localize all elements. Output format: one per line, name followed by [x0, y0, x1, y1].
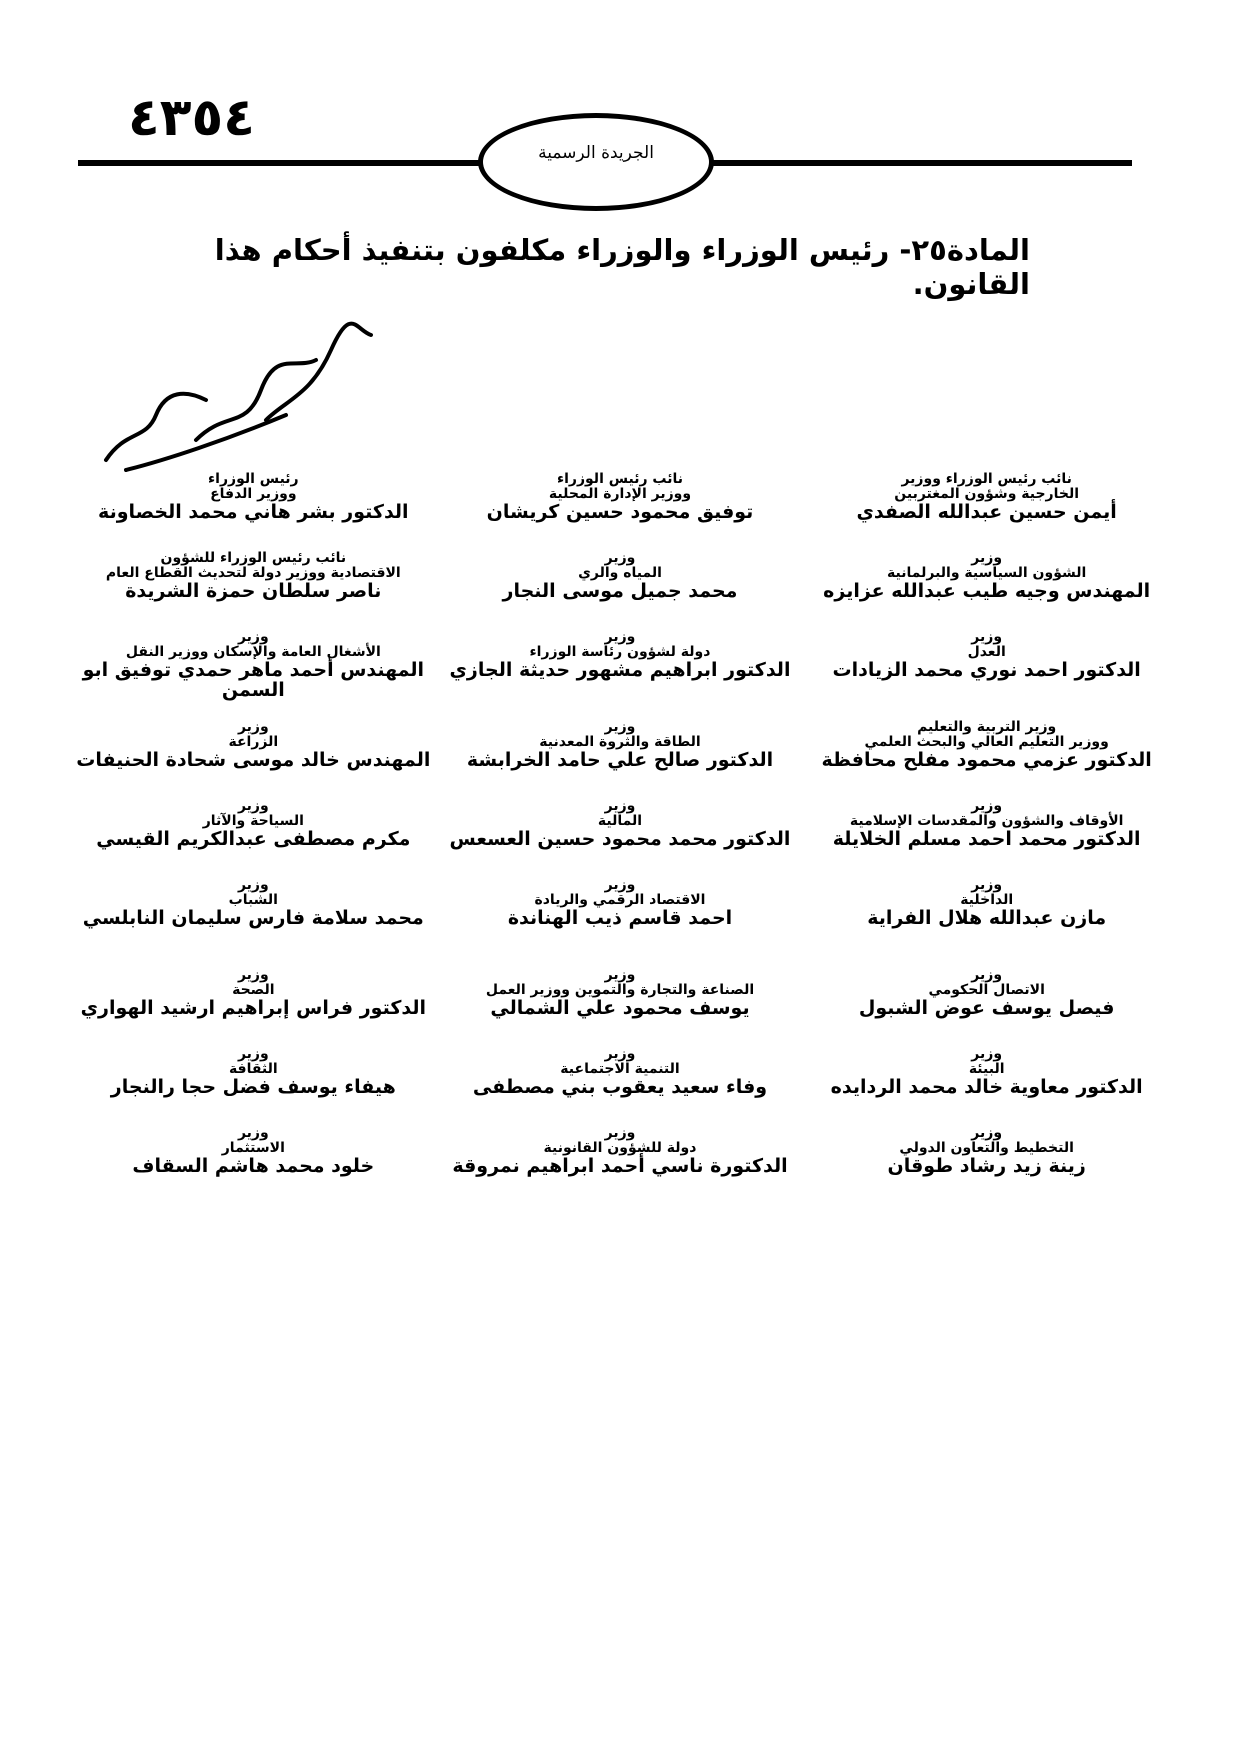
signatory-cell [803, 630, 1170, 720]
signatory-cell [803, 878, 1170, 968]
signatory-title: وزير [604, 967, 636, 983]
signatory-title: وزير [237, 1046, 269, 1062]
signatory-title: ووزير الإدارة المحلية [548, 485, 692, 502]
gazette-oval [478, 113, 714, 211]
signatory-cell [70, 799, 437, 878]
signatory-name: محمد جميل موسى النجار [502, 580, 738, 603]
signatory-row [70, 472, 1170, 551]
signatory-name: الدكتور صالح علي حامد الخرابشة [466, 749, 774, 772]
signatory-title: المياه والري [578, 564, 662, 581]
signatory-cell [437, 472, 804, 551]
signatory-name: الدكتور احمد نوري محمد الزيادات [832, 659, 1141, 682]
page-number: ٤٣٥٤ [128, 88, 255, 148]
signatory-title: وزير [971, 798, 1003, 814]
signatory-name: الدكتور معاوية خالد محمد الردايده [830, 1076, 1143, 1099]
signatory-cell [437, 1126, 804, 1205]
signatory-title: وزير [604, 877, 636, 893]
signatory-title: وزير [237, 967, 269, 983]
signatory-row [70, 720, 1170, 799]
signatory-cell [803, 1126, 1170, 1205]
signatory-cell [70, 551, 437, 630]
signatory-cell [70, 1047, 437, 1126]
signatory-cell [70, 472, 437, 551]
signatory-title: وزير [604, 719, 636, 735]
signatory-name: الدكتور فراس إبراهيم ارشيد الهواري [80, 997, 426, 1020]
signatory-title: وزير [604, 798, 636, 814]
signatory-title: الزراعة [228, 733, 279, 750]
signatory-cell [803, 551, 1170, 630]
signatory-cell [70, 630, 437, 720]
signatory-row [70, 551, 1170, 630]
signatory-cell [803, 720, 1170, 799]
signatory-title: الاقتصاد الرقمي والريادة [534, 891, 706, 908]
signatories-grid [70, 472, 1170, 1205]
signatory-title: الاتصال الحكومي [928, 981, 1045, 998]
signatory-name: مكرم مصطفى عبدالكريم القيسي [96, 828, 411, 851]
signatory-cell [803, 472, 1170, 551]
signatory-cell [803, 968, 1170, 1047]
signatory-title: وزير [971, 1125, 1003, 1141]
signatory-title: التخطيط والتعاون الدولي [899, 1139, 1074, 1156]
signatory-name: هيفاء يوسف فضل حجا رالنجار [110, 1076, 396, 1099]
signatory-name: الدكتور بشر هاني محمد الخصاونة [98, 501, 409, 524]
signatory-cell [437, 878, 804, 968]
signatory-cell [437, 968, 804, 1047]
signatory-title: رئيس الوزراء [208, 471, 299, 487]
signatory-title: العدل [967, 643, 1006, 660]
signatory-title: نائب رئيس الوزراء ووزير [901, 471, 1072, 487]
signatory-name: المهندس أحمد ماهر حمدي توفيق ابو السمن [82, 659, 425, 702]
signatory-title: الشؤون السياسية والبرلمانية [887, 564, 1087, 581]
royal-signature [86, 320, 386, 480]
signatory-title: الثقافة [228, 1060, 278, 1077]
signatory-cell [437, 799, 804, 878]
signatory-row [70, 1126, 1170, 1205]
signatory-cell [437, 720, 804, 799]
signatory-cell [437, 551, 804, 630]
signatory-name: احمد قاسم ذيب الهناندة [507, 907, 733, 930]
signatory-cell [437, 1047, 804, 1126]
signatory-title: وزير [604, 629, 636, 645]
signatory-title: وزير [604, 1046, 636, 1062]
signatory-name: زينة زيد رشاد طوقان [887, 1155, 1086, 1178]
signatory-name: وفاء سعيد يعقوب بني مصطفى [472, 1076, 768, 1099]
signatory-title: ووزير التعليم العالي والبحث العلمي [864, 733, 1109, 750]
signatory-title: المالية [597, 812, 643, 829]
signatory-title: وزير [971, 1046, 1003, 1062]
signatory-title: وزير [237, 629, 269, 645]
signatory-title: وزير [971, 550, 1003, 566]
signatory-title: وزير [237, 1125, 269, 1141]
signatory-title: الأشغال العامة والإسكان ووزير النقل [125, 643, 381, 660]
signatory-name: الدكتور ابراهيم مشهور حديثة الجازي [449, 659, 791, 682]
signatory-title: السياحة والآثار [202, 812, 304, 829]
signatory-title: نائب رئيس الوزراء [556, 471, 684, 487]
signature-stroke [266, 324, 371, 420]
signatory-title: وزير [604, 1125, 636, 1141]
signatory-title: وزير [237, 798, 269, 814]
signatory-row [70, 878, 1170, 968]
signatory-name: مازن عبدالله هلال الفراية [867, 907, 1107, 930]
signatory-cell [803, 799, 1170, 878]
signatory-name: المهندس خالد موسى شحادة الحنيفات [76, 749, 431, 772]
signatory-title: الخارجية وشؤون المغتربين [894, 485, 1080, 502]
signatory-row [70, 799, 1170, 878]
signature-strokes [106, 324, 371, 470]
signatory-name: الدكتورة ناسي أحمد ابراهيم نمروقة [452, 1155, 788, 1178]
signatory-title: وزير [604, 550, 636, 566]
signatory-title: دولة لشؤون رئاسة الوزراء [529, 643, 711, 660]
signatory-title: وزير [237, 877, 269, 893]
signatory-name: فيصل يوسف عوض الشبول [858, 997, 1115, 1020]
signatory-cell [70, 720, 437, 799]
signatory-title: ووزير الدفاع [210, 485, 297, 502]
signatory-name: توفيق محمود حسين كريشان [486, 501, 754, 524]
signatory-cell [70, 968, 437, 1047]
signatory-cell [70, 878, 437, 968]
signatory-title: الشباب [228, 891, 278, 908]
signatory-name: أيمن حسين عبدالله الصفدي [856, 501, 1117, 524]
signatory-title: الداخلية [960, 891, 1014, 908]
signatory-name: الدكتور محمد احمد مسلم الخلايلة [832, 828, 1141, 851]
signatory-title: نائب رئيس الوزراء للشؤون [160, 550, 347, 566]
signatory-row [70, 1047, 1170, 1126]
signatory-title: دولة للشؤون القانونية [543, 1139, 697, 1156]
signatory-row [70, 968, 1170, 1047]
signatory-row [70, 630, 1170, 720]
signatory-name: الدكتور محمد محمود حسين العسعس [449, 828, 791, 851]
signatory-cell [437, 630, 804, 720]
signatory-name: خلود محمد هاشم السقاف [132, 1155, 375, 1178]
signatory-name: المهندس وجيه طيب عبدالله عزايزه [823, 580, 1151, 603]
article-text: المادة٢٥- رئيس الوزراء والوزراء مكلفون بتنفيذ أحكام هذا القانون. [214, 233, 1030, 301]
signatory-title: وزير [237, 719, 269, 735]
signatory-title: الاستثمار [221, 1139, 285, 1156]
signatory-title: الطاقة والثروة المعدنية [539, 733, 701, 750]
signatory-title: التنمية الاجتماعية [560, 1060, 680, 1077]
signatory-name: ناصر سلطان حمزة الشريدة [125, 580, 382, 603]
signatory-cell [70, 1126, 437, 1205]
signatory-title: وزير [971, 877, 1003, 893]
signatory-name: محمد سلامة فارس سليمان النابلسي [82, 907, 424, 930]
gazette-title: الجريدة الرسمية [538, 143, 654, 163]
signatory-title: الأوقاف والشؤون والمقدسات الإسلامية [849, 812, 1124, 829]
signatory-title: وزير [971, 967, 1003, 983]
signatory-cell [803, 1047, 1170, 1126]
signatory-title: وزير [971, 629, 1003, 645]
signatory-title: الاقتصادية ووزير دولة لتحديث القطاع العام [105, 564, 401, 581]
signatory-title: الصحة [232, 981, 275, 998]
signatory-name: الدكتور عزمي محمود مفلح محافظة [821, 749, 1152, 772]
signatory-title: البيئة [968, 1060, 1005, 1077]
signatory-title: الصناعة والتجارة والتموين ووزير العمل [485, 981, 755, 998]
signatory-name: يوسف محمود علي الشمالي [490, 997, 750, 1020]
signatory-title: وزير التربية والتعليم [917, 719, 1057, 735]
